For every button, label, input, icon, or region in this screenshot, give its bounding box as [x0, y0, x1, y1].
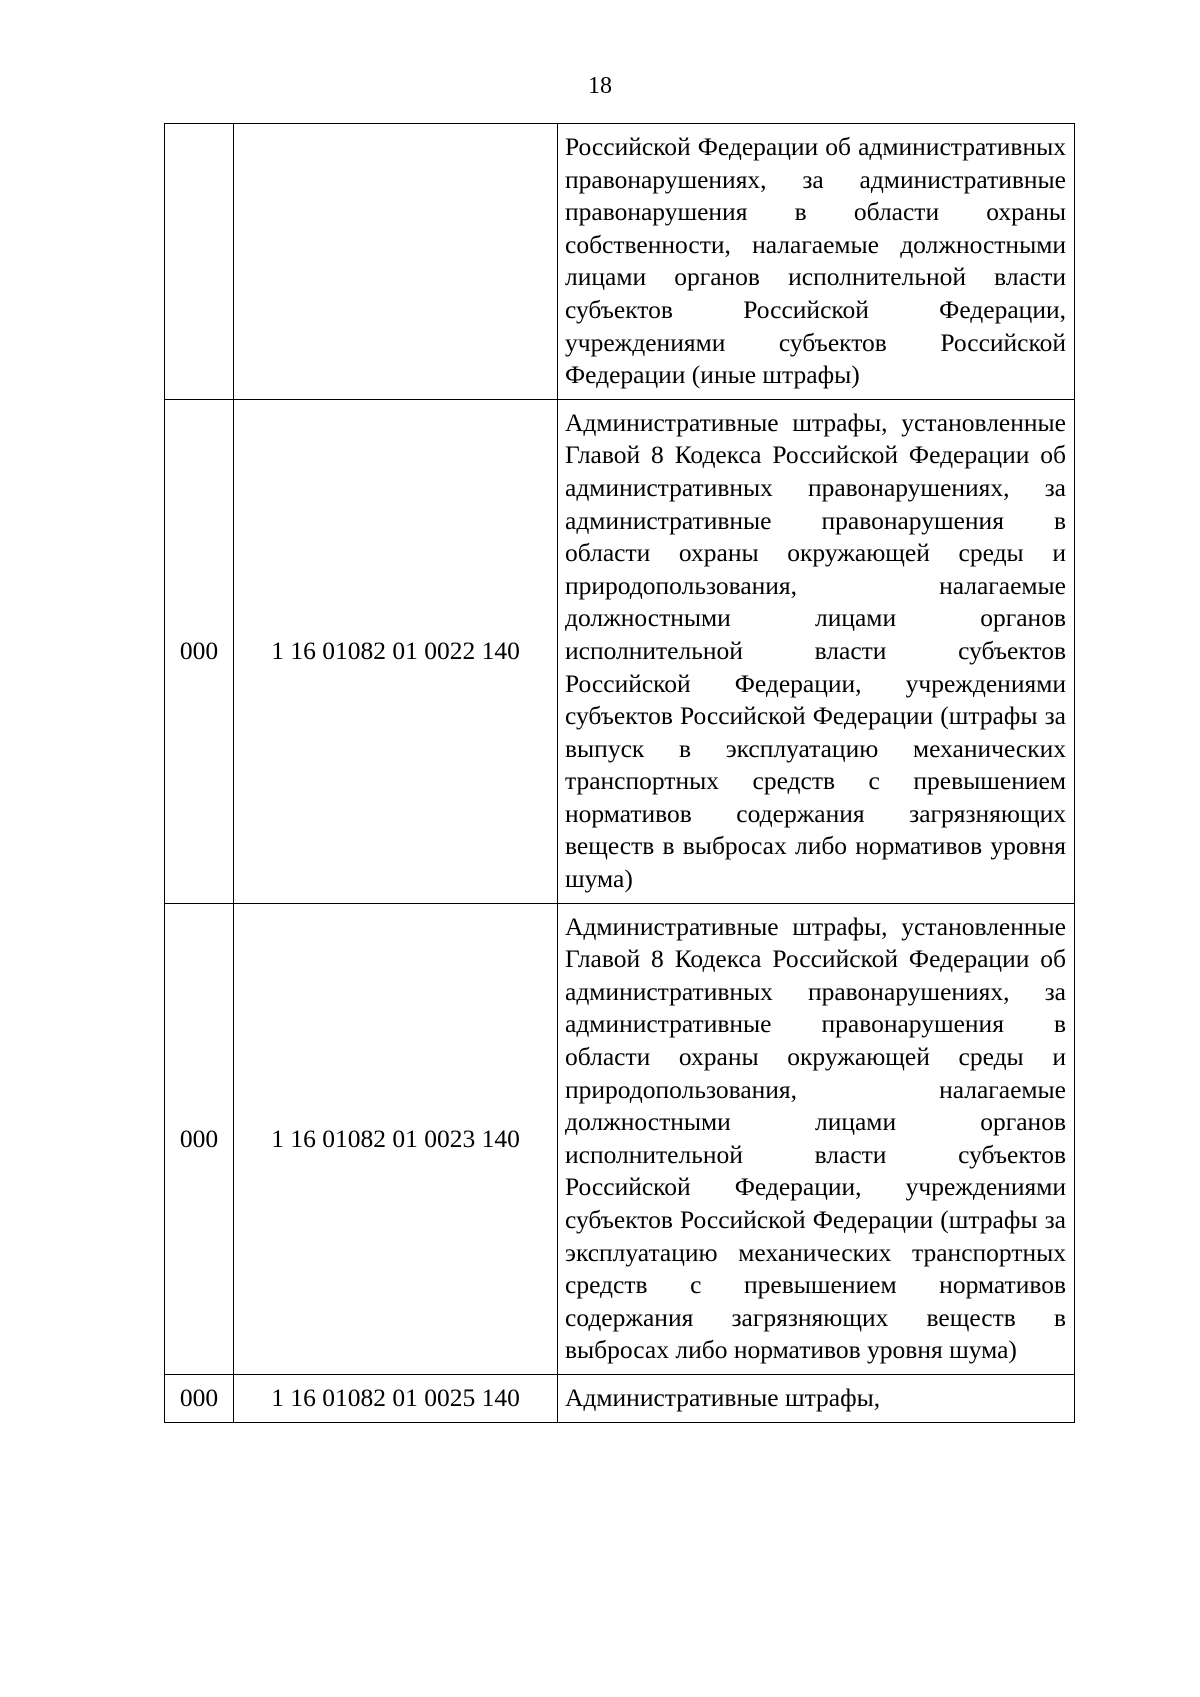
description-cell [558, 124, 1075, 400]
admin-code-cell: 000 [165, 399, 234, 903]
table-row [165, 124, 1075, 400]
description-text: Российской Федерации об административных правонарушениях, за административные правонарушения в области охраны собственности, налагаемые должностными лицами органов исполнительной власти субъектов Российской Федерации, учреждениями субъектов Российской Федерации (иные штрафы) [565, 132, 1066, 390]
table-row [165, 903, 1075, 1374]
description-text: Административные штрафы, [565, 1382, 881, 1412]
admin-code-cell: 000 [165, 1374, 234, 1422]
kbk-code-cell: 1 16 01082 01 0022 140 [234, 399, 558, 903]
admin-code-cell: 000 [165, 903, 234, 1374]
table-row [165, 399, 1075, 903]
kbk-code-cell [234, 124, 558, 400]
admin-code-cell [165, 124, 234, 400]
page-number: 18 [588, 73, 612, 99]
description-cell [558, 399, 1075, 903]
description-text: Административные штрафы, установленные Главой 8 Кодекса Российской Федерации об административных правонарушениях, за административные правонарушения в области охраны окружающей среды и природопользования, налагаемые должностными лицами органов исполнительной власти субъектов Российской Федерации, учреждениями субъектов Российской Федерации (штрафы за эксплуатацию механических транспортных средств с превышением нормативов содержания загрязняющих веществ в выбросах либо нормативов уровня шума) [565, 911, 1066, 1365]
description-cell [558, 903, 1075, 1374]
kbk-code-cell: 1 16 01082 01 0023 140 [234, 903, 558, 1374]
description-cell [558, 1374, 1075, 1422]
description-text: Административные штрафы, установленные Главой 8 Кодекса Российской Федерации об административных правонарушениях, за административные правонарушения в области охраны окружающей среды и природопользования, налагаемые должностными лицами органов исполнительной власти субъектов Российской Федерации, учреждениями субъектов Российской Федерации (штрафы за выпуск в эксплуатацию механических транспортных средств с превышением нормативов содержания загрязняющих веществ в выбросах либо нормативов уровня шума) [565, 407, 1066, 894]
budget-codes-table [164, 123, 1075, 1423]
table-row [165, 1374, 1075, 1422]
kbk-code-cell: 1 16 01082 01 0025 140 [234, 1374, 558, 1422]
